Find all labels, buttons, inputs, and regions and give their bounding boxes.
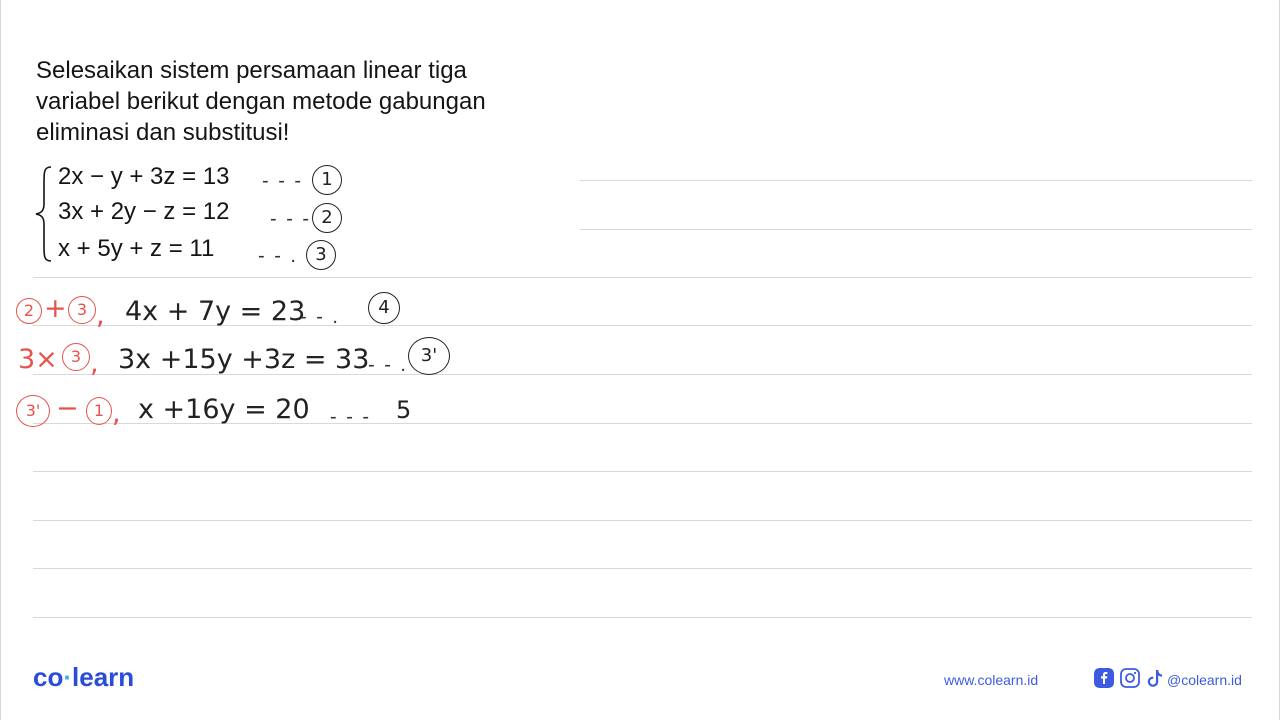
work-3-op-sign: −	[56, 393, 79, 424]
website-link[interactable]: www.colearn.id	[944, 672, 1039, 688]
work-1-comma: ,	[96, 300, 105, 331]
rule-line	[33, 568, 1252, 569]
rule-line	[33, 277, 1252, 278]
work-2-marker: 3'	[408, 337, 450, 375]
tiktok-icon[interactable]	[1145, 668, 1165, 688]
logo-right: learn	[72, 662, 135, 692]
work-1-marker: 4	[368, 292, 400, 324]
problem-line: Selesaikan sistem persamaan linear tiga	[36, 57, 467, 84]
work-2-op-a: 3×	[18, 344, 58, 375]
equation-1-dots: - - -	[262, 170, 304, 192]
logo-left: co	[33, 662, 64, 692]
left-brace	[33, 164, 55, 264]
equation-2-marker: 2	[312, 203, 342, 233]
equation-1-marker: 1	[312, 165, 342, 195]
equation-2-dots: - - -	[270, 208, 312, 230]
work-1-op-sign: +	[44, 293, 67, 324]
equation-3-dots: - - .	[258, 245, 298, 267]
rule-line	[33, 471, 1252, 472]
equation-3-marker: 3	[306, 240, 336, 270]
equation-2: 3x + 2y − z = 12	[58, 198, 230, 225]
work-1-op-b: 3	[68, 296, 96, 324]
work-3-marker: 5	[396, 396, 412, 424]
work-2-comma: ,	[90, 348, 99, 379]
work-2-dots: - - .	[368, 354, 408, 376]
work-3-result: x +16y = 20	[138, 394, 310, 425]
work-2-op-b: 3	[62, 343, 90, 371]
colearn-logo[interactable]	[33, 662, 134, 693]
work-2-result: 3x +15y +3z = 33	[118, 344, 370, 375]
problem-line: eliminasi dan substitusi!	[36, 119, 290, 146]
work-3-op-a: 3'	[16, 395, 50, 427]
facebook-icon[interactable]	[1094, 668, 1114, 688]
problem-statement	[36, 55, 576, 148]
work-3-dots: - - -	[330, 406, 372, 428]
equation-1: 2x − y + 3z = 13	[58, 163, 230, 190]
work-1-op-a: 2	[16, 298, 42, 324]
rule-line	[33, 520, 1252, 521]
logo-dot: ·	[63, 662, 73, 692]
equation-3: x + 5y + z = 11	[58, 235, 215, 262]
rule-line	[580, 180, 1252, 181]
work-1-result: 4x + 7y = 23	[125, 296, 306, 327]
social-handle[interactable]: @colearn.id	[1167, 672, 1242, 688]
rule-line	[580, 229, 1252, 230]
instagram-icon[interactable]	[1120, 668, 1140, 688]
rule-line	[33, 617, 1252, 618]
work-1-dots: - - .	[300, 306, 340, 328]
work-3-op-b: 1	[86, 397, 112, 425]
work-3-comma: ,	[112, 398, 121, 429]
problem-line: variabel berikut dengan metode gabungan	[36, 88, 486, 115]
